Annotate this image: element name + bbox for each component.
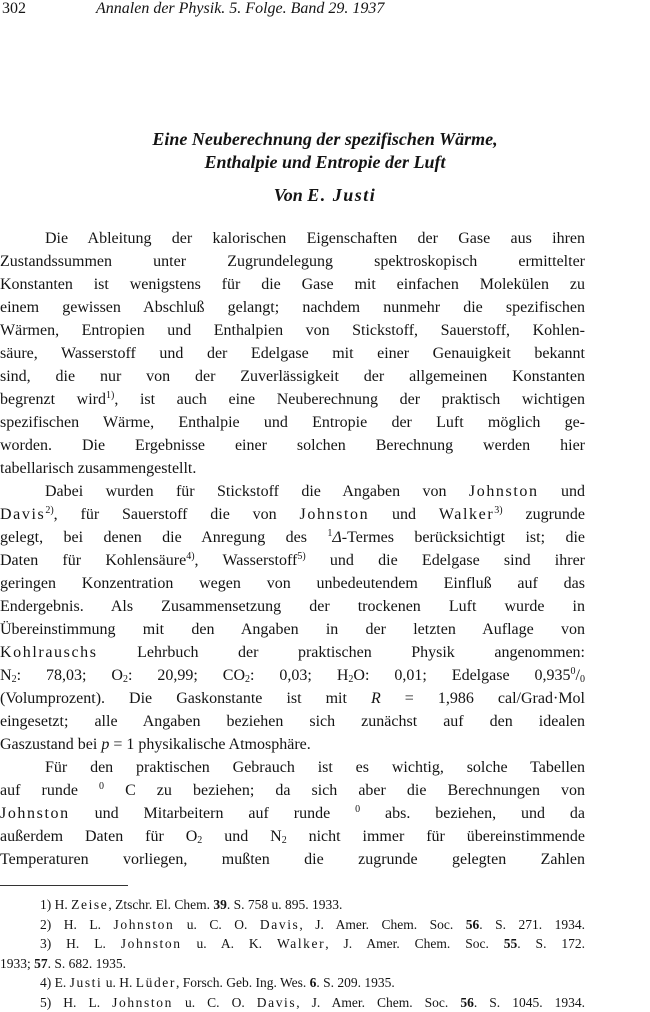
footnote-item (0, 993, 585, 1012)
text-run: auf runde (0, 782, 99, 799)
running-title: Annalen der Physik. 5. Folge. Band 29. 1937 (96, 0, 385, 17)
text-run: außerdem Daten für O (0, 828, 198, 845)
author-ref: Johnston (468, 483, 539, 500)
author-ref: Zeise (71, 897, 109, 912)
author-ref: Davis (259, 916, 300, 932)
text-run: , Forsch. Geb. Ing. Wes. (176, 975, 310, 990)
text-line: spezifischen Wärme, Enthalpie und Entropie der Luft möglich ge- (0, 414, 585, 431)
math-symbol: R (370, 690, 381, 707)
text-run: 1) H. (40, 897, 72, 912)
text-run: , Ztschr. El. Chem. (108, 897, 214, 912)
text-run: und Mitarbeitern auf runde (69, 805, 356, 822)
text-run: nicht immer für übereinstimmende (286, 828, 585, 845)
text-run: -Termes berücksichtigt ist; die (341, 529, 586, 546)
text-line: Zustandssummen unter Zugrundelegung spektroskopisch ermittelter (0, 253, 585, 270)
text-run: Dabei wurden für Stickstoff die Angaben von (45, 483, 469, 500)
footnote-item (0, 895, 585, 915)
text-line (0, 526, 585, 549)
text-line: tabellarisch zusammengestellt. (0, 460, 197, 477)
text-run: u. A. K. (181, 936, 277, 951)
text-run: abs. beziehen, und da (360, 805, 586, 822)
text-run: , J. Amer. Chem. Soc. (296, 994, 461, 1010)
text-line: Übereinstimmung mit den Angaben in der letzten Auflage von (0, 621, 585, 638)
text-line (0, 480, 585, 503)
text-line: säure, Wasserstoff und der Edelgase mit einer Genauigkeit bekannt (0, 345, 585, 362)
text-line: Endergebnis. Als Zusammensetzung der trockenen Luft wurde in (0, 598, 585, 615)
text-line: eingesetzt; alle Angaben beziehen sich zunächst auf den idealen (0, 713, 585, 730)
page-number: 302 (2, 0, 26, 17)
text-run: , J. Amer. Chem. Soc. (325, 936, 504, 951)
text-line: einem gewissen Abschluß gelangt; nachdem nunmehr die spezifischen (0, 299, 585, 316)
text-run: 4) E. (40, 975, 70, 990)
footnote-item (0, 934, 585, 954)
author-ref: Davis (256, 994, 297, 1010)
text-run: . S. 682. 1935. (47, 955, 127, 971)
text-run: C zu beziehen; da sich aber die Berechnungen von (104, 782, 586, 799)
text-run: und (538, 483, 585, 500)
text-run: = 1 physikalische Atmosphäre. (109, 736, 311, 753)
text-run: , Wasserstoff (194, 552, 298, 569)
text-run: 1933; (0, 955, 35, 971)
text-run: : 78,03; O (16, 667, 123, 684)
footnote-continuation (0, 954, 585, 974)
text-run: 2) H. L. (40, 916, 114, 932)
text-run: (Volumprozent). Die Gaskonstante ist mit (0, 690, 371, 707)
subscript: 2 (348, 674, 354, 685)
text-line (0, 641, 585, 664)
text-line (0, 687, 585, 710)
subscript: 2 (281, 835, 287, 846)
subscript: 2 (245, 674, 251, 685)
footnote-ref: 3) (494, 505, 503, 516)
text-run: 3) H. L. (40, 936, 121, 951)
text-line: worden. Die Ergebnisse einer solchen Berechnung werden hier (0, 437, 585, 454)
degree-mark: 0 (99, 781, 104, 792)
text-run: gelegt, bei denen die Anregung des (0, 529, 328, 546)
article-body (0, 227, 585, 871)
text-line (0, 825, 585, 848)
text-run: Lehrbuch der praktischen Physik angenommen: (97, 644, 585, 661)
author-ref: Walker (276, 936, 326, 951)
author-ref: Johnston (112, 994, 173, 1010)
text-run: N (0, 667, 12, 684)
text-line: Für den praktischen Gebrauch ist es wichtig, solche Tabellen (45, 759, 585, 776)
math-symbol: p (101, 736, 110, 753)
footnote-rule (0, 885, 128, 886)
text-run: u. H. (102, 975, 136, 990)
volume: 6 (309, 975, 317, 990)
text-run: und N (202, 828, 282, 845)
text-line (0, 664, 585, 687)
volume: 57 (34, 955, 48, 971)
page-header (0, 0, 650, 24)
text-run: und (369, 506, 439, 523)
text-run: begrenzt wird (0, 391, 107, 408)
volume: 56 (465, 916, 480, 932)
title-line: Enthalpie und Entropie der Luft (204, 152, 446, 172)
volume: 55 (503, 936, 518, 951)
subscript: 2 (197, 835, 203, 846)
subscript: 2 (122, 674, 128, 685)
author-ref: Johnston (120, 936, 182, 951)
degree-mark: 0 (355, 804, 361, 815)
footnote-ref: 5) (297, 551, 306, 562)
volume: 39 (213, 897, 227, 912)
title-line: Eine Neuberechnung der spezifischen Wärme, (152, 129, 498, 149)
article-title (0, 128, 650, 174)
term-symbol: Δ (332, 529, 342, 546)
text-run: , für Sauerstoff die von (53, 506, 300, 523)
text-run: u. C. O. (174, 916, 260, 932)
text-line: Die Ableitung der kalorischen Eigenschaften der Gase aus ihren (45, 230, 585, 247)
text-run: . S. 1045. 1934. (473, 994, 585, 1010)
author-ref: Johnston (299, 506, 370, 523)
percent-slash: / (575, 667, 580, 684)
text-line (0, 388, 585, 411)
term-superscript: 1 (327, 528, 333, 539)
footnote-item (0, 915, 585, 935)
text-run: u. C. O. (172, 994, 257, 1010)
text-run: und die Edelgase sind ihrer (305, 552, 586, 569)
text-run: . S. 271. 1934. (479, 916, 585, 932)
text-run: O: 0,01; Edelgase 0,935 (353, 667, 571, 684)
text-line: Konstanten ist wenigstens für die Gase mit einfachen Molekülen zu (0, 276, 585, 293)
text-run: 5) H. L. (40, 994, 113, 1010)
author-ref: Walker (438, 506, 495, 523)
text-line (0, 503, 585, 526)
author-ref: Johnston (113, 916, 175, 932)
footnote-ref: 1) (106, 390, 115, 401)
text-line (0, 779, 585, 802)
author-ref: Davis (0, 506, 46, 523)
text-line: Temperaturen vorliegen, mußten die zugrunde gelegten Zahlen (0, 851, 585, 868)
text-line (0, 733, 585, 756)
text-run: : 20,99; CO (127, 667, 246, 684)
text-run: . S. 209. 1935. (316, 975, 395, 990)
author-prefix: Von (273, 185, 303, 205)
author-line (0, 185, 650, 206)
author-ref: Justi (69, 975, 103, 990)
text-run: = 1,986 cal/Grad·Mol (380, 690, 585, 707)
text-line: geringen Konzentration wegen von unbedeutendem Einfluß auf das (0, 575, 585, 592)
author-ref: Johnston (0, 805, 70, 822)
author-ref: Kohlrauschs (0, 644, 98, 661)
text-run: , ist auch eine Neuberechnung der praktisch wichtigen (114, 391, 585, 408)
volume: 56 (460, 994, 474, 1010)
percent-sub: 0 (579, 674, 585, 685)
footnote-item (0, 973, 585, 993)
percent-sup: 0 (570, 666, 576, 677)
author-name: E. Justi (307, 185, 377, 205)
footnotes (0, 895, 585, 1012)
text-run: , J. Amer. Chem. Soc. (299, 916, 466, 932)
subscript: 2 (11, 674, 17, 685)
text-run: : 0,03; H (250, 667, 349, 684)
text-line (0, 802, 585, 825)
text-run: Daten für Kohlensäure (0, 552, 187, 569)
footnote-ref: 2) (45, 505, 54, 516)
text-line: sind, die nur von der Zuverlässigkeit der allgemeinen Konstanten (0, 368, 585, 385)
text-line: Wärmen, Entropien und Enthalpien von Stickstoff, Sauerstoff, Kohlen- (0, 322, 585, 339)
text-line (0, 549, 585, 572)
author-ref: Lüder (135, 975, 176, 990)
text-run: . S. 758 u. 895. 1933. (226, 897, 343, 912)
text-run: zugrunde (502, 506, 586, 523)
footnote-ref: 4) (186, 551, 195, 562)
text-run: . S. 172. (517, 936, 585, 951)
text-run: Gaszustand bei (0, 736, 102, 753)
